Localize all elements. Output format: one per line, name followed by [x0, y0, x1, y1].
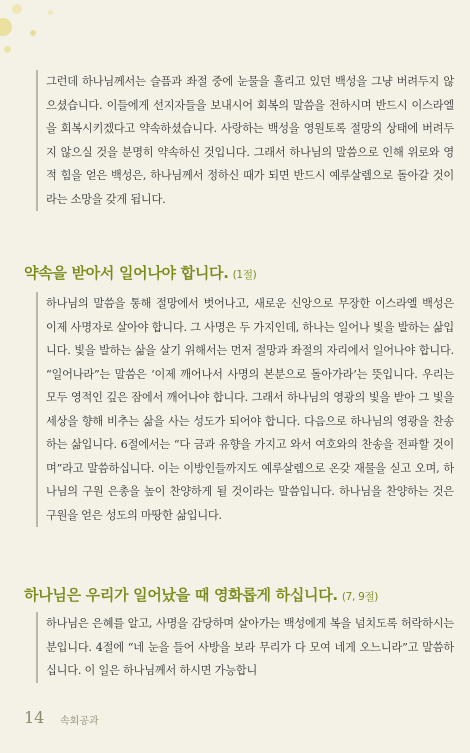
verse-reference: (7, 9절) [341, 591, 379, 603]
running-footer-title: 속회공과 [60, 716, 99, 727]
decorative-dot [12, 4, 22, 14]
section-body-2 [36, 612, 454, 683]
heading-text: 약속을 받아서 일어나야 합니다. [24, 264, 229, 282]
section-heading-2 [24, 584, 378, 605]
page-number: 14 [24, 708, 45, 727]
decorative-dot [48, 10, 53, 15]
paragraph-text: 하나님의 말씀을 통해 절망에서 벗어나고, 새로운 신앙으로 무장한 이스라엘 백성은 이제 사명자로 살아야 합니다. 그 사명은 두 가지인데, 하나는 일어나 빛을 발하는 삶입니다. 빛을 발하는 삶을 살기 위해서는 먼저 절망과 좌절의 자리에서 일어나야 합니다. “일어나라”는 말씀은 ‘이제 깨어나서 사명의 본분으로 돌아가라’는 뜻입니다. 우리는 모두 영적인 깊은 잠에서 깨어나야 합니다. 그래서 하나님의 영광의 빛을 받아 그 빛을 세상을 향해 비추는 삶을 사는 성도가 되어야 합니다. 다음으로 하나님의 영광을 찬송하는 삶입니다. 6절에서는 “다 금과 유향을 가지고 와서 여호와의 찬송을 전파할 것이며”라고 말씀하십니다. 이는 이방인들까지도 예루살렘으로 온갖 재물을 싣고 오며, 하나님의 구원 은총을 높이 찬양하게 될 것이라는 말씀입니다. 하나님을 찬양하는 것은 구원을 얻은 성도의 마땅한 삶입니다. [46, 297, 454, 522]
section-body-1 [36, 292, 454, 527]
paragraph-text: 그런데 하나님께서는 슬픔과 좌절 중에 눈물을 흘리고 있던 백성을 그냥 버려두지 않으셨습니다. 이들에게 선지자들을 보내시어 회복의 말씀을 전하시며 반드시 이스라엘을 회복시키겠다고 약속하셨습니다. 사랑하는 백성을 영원토록 절망의 상태에 버려두지 않으실 것을 분명히 약속하신 것입니다. 그래서 하나님의 말씀으로 인해 위로와 영적 힘을 얻은 백성은, 하나님께서 정하신 때가 되면 반드시 예루살렘으로 돌아갈 것이라는 소망을 갖게 됩니다. [46, 75, 454, 206]
paragraph-text: 하나님은 은혜를 알고, 사명을 감당하며 살아가는 백성에게 복을 넘치도록 허락하시는 분입니다. 4절에 “네 눈을 들어 사방을 보라 무리가 다 모여 네게 오느니라”고 말씀하십니다. 이 일은 하나님께서 하시면 가능합니 [46, 617, 454, 677]
decorative-dot [30, 30, 36, 36]
decorative-dot [0, 18, 12, 36]
verse-reference: (1절) [232, 269, 257, 281]
intro-paragraph [36, 70, 454, 211]
heading-text: 하나님은 우리가 일어났을 때 영화롭게 하십니다. [24, 586, 338, 604]
decorative-dot [4, 46, 11, 53]
section-heading-1 [24, 262, 256, 283]
